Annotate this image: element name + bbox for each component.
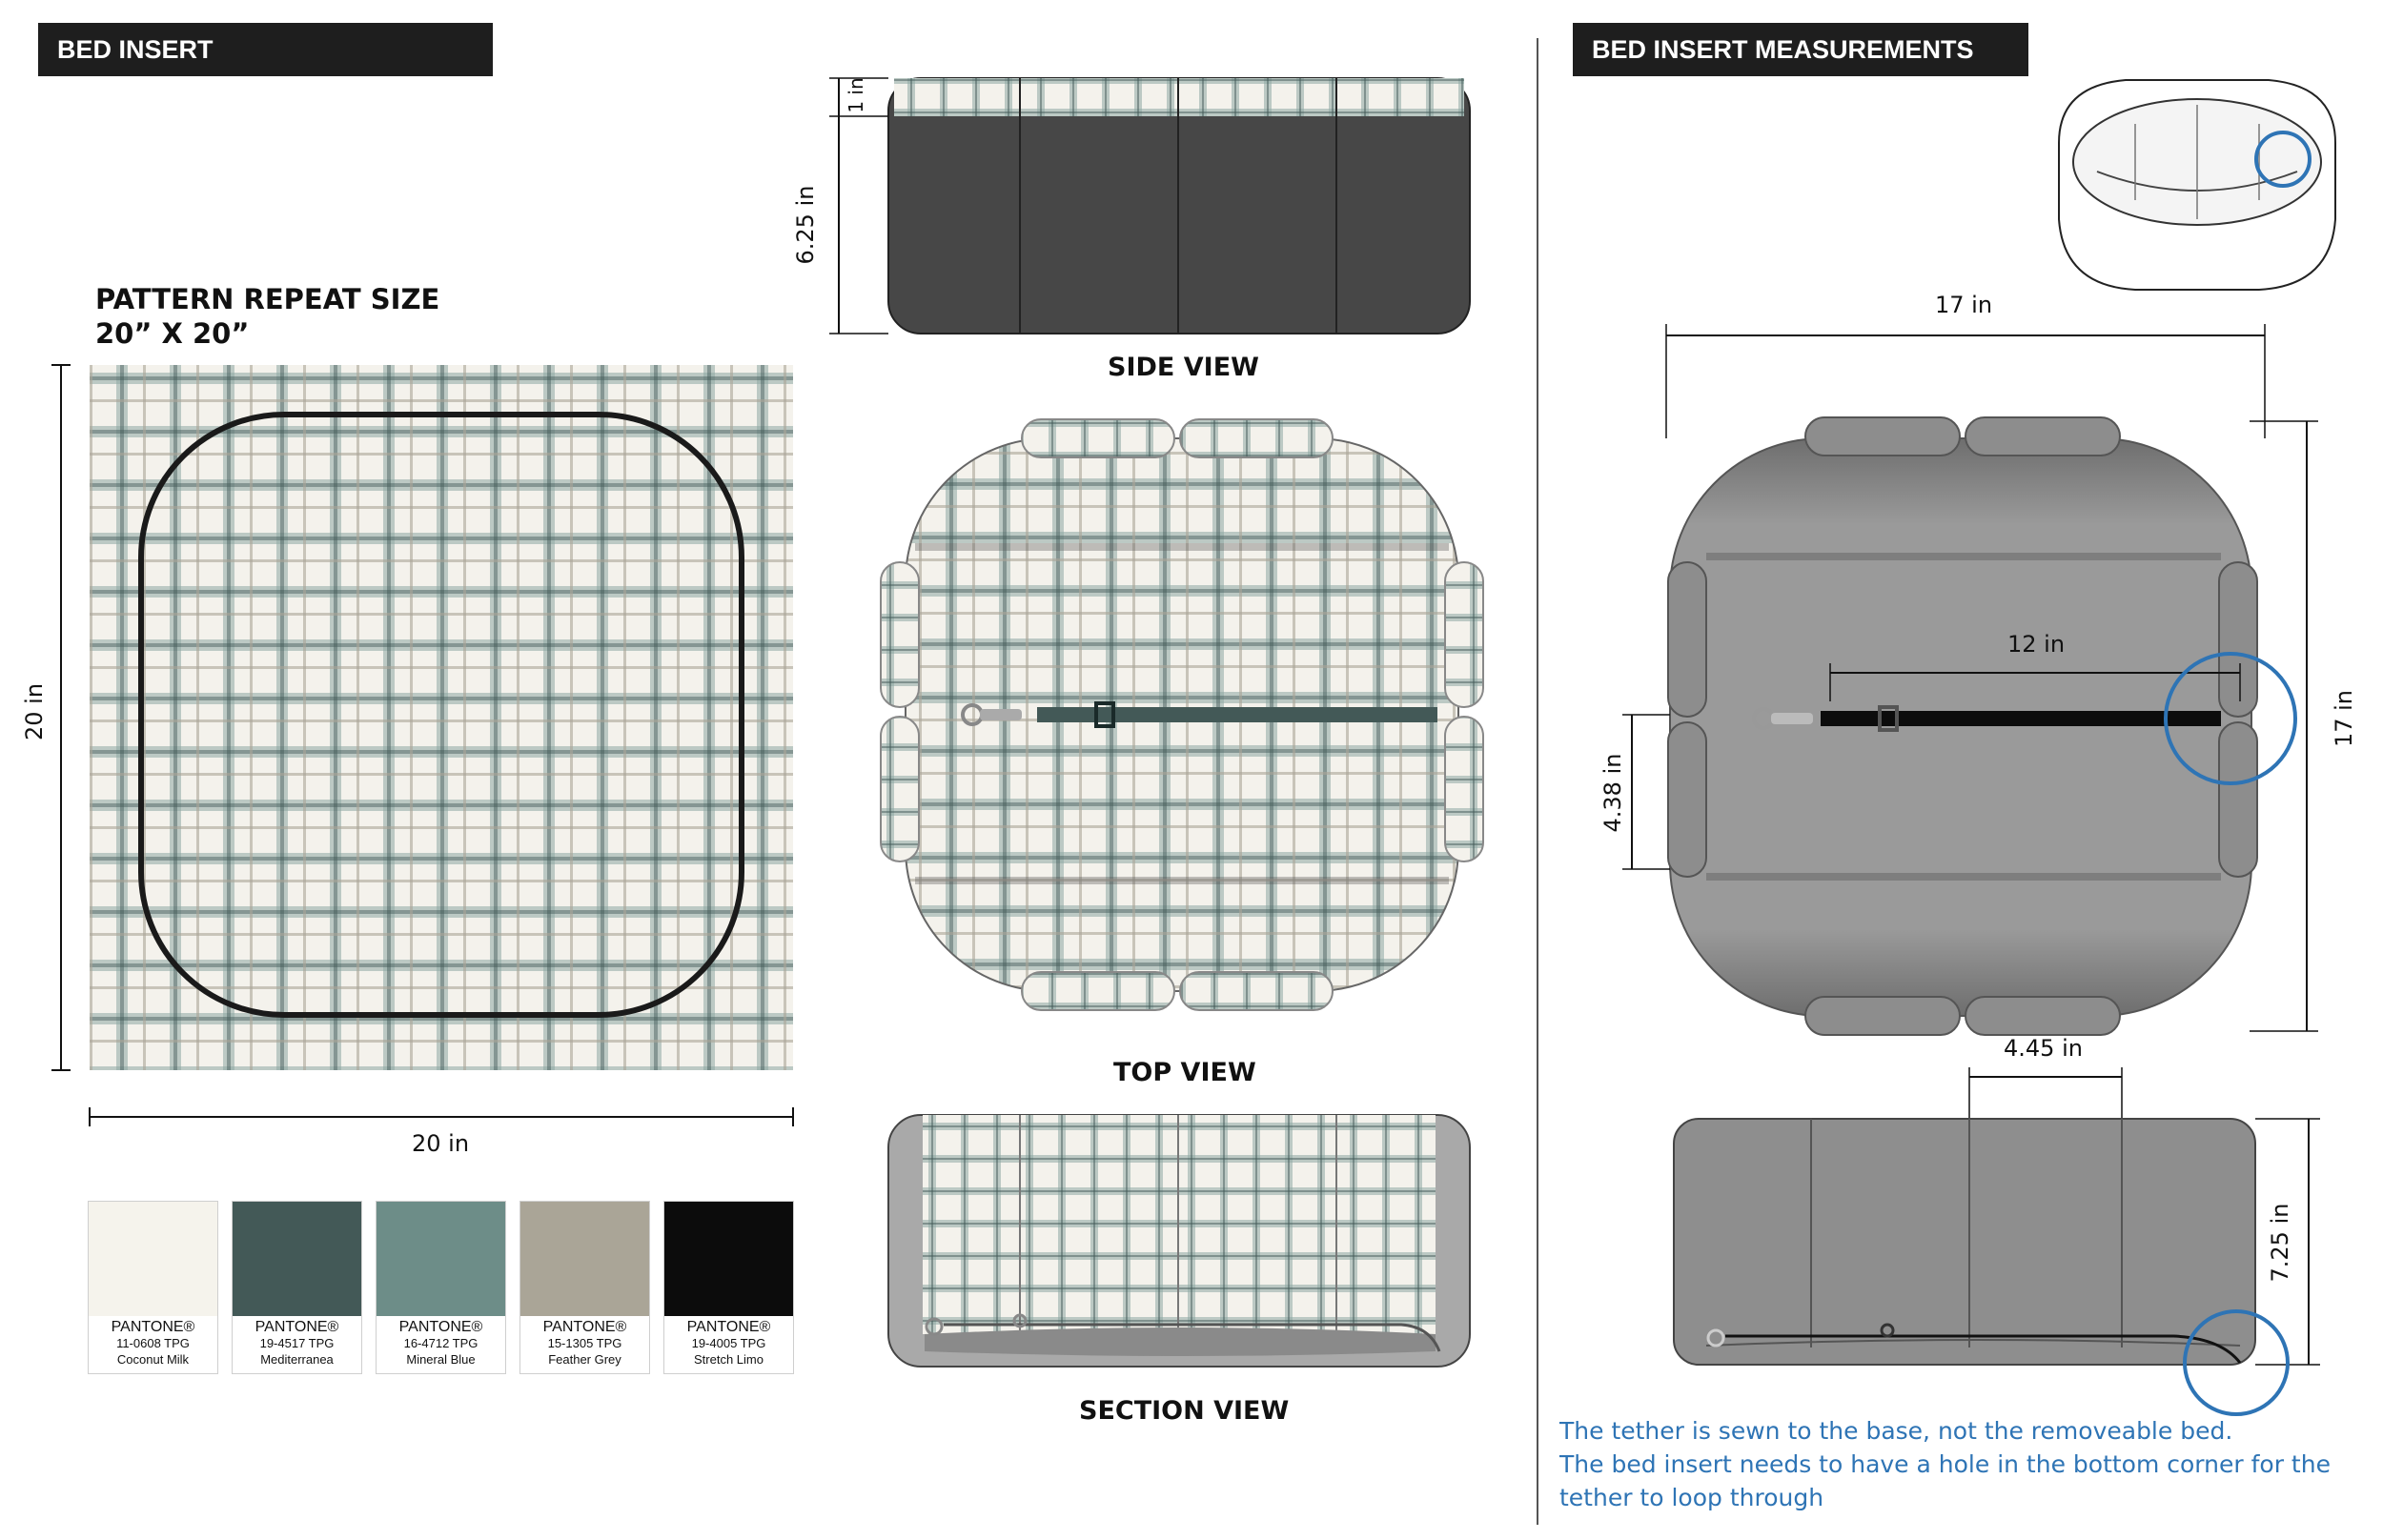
top-width-label: 17 in: [1935, 292, 1993, 318]
bed-3d-thumbnail: [2040, 67, 2354, 305]
side-dim-small-label: 1 in: [845, 77, 867, 113]
tether-note-line2: The bed insert needs to have a hole in the bottom corner for the: [1559, 1450, 2331, 1478]
section-view-label: SECTION VIEW: [1079, 1396, 1290, 1426]
measurement-section-view: [1668, 1058, 2326, 1382]
section-view-drawing: [886, 1113, 1477, 1370]
swatch-mineral-blue: [376, 1201, 506, 1374]
swatch-code: 19-4517 TPG: [259, 1336, 335, 1350]
swatch-stretch-limo: [663, 1201, 794, 1374]
pattern-repeat-title-line1: PATTERN REPEAT SIZE: [95, 283, 440, 315]
swatch-code: 19-4005 TPG: [691, 1336, 766, 1350]
right-height-label: 17 in: [2331, 689, 2357, 748]
pattern-repeat-title: [95, 282, 439, 351]
swatch-code: 11-0608 TPG: [116, 1336, 190, 1350]
bed-insert-measurements-header: BED INSERT MEASUREMENTS: [1573, 23, 2028, 76]
pattern-width-label: 20 in: [412, 1130, 470, 1157]
swatch-brand: PANTONE®: [542, 1319, 627, 1335]
swatch-brand: PANTONE®: [686, 1319, 771, 1335]
side-view-drawing: [801, 67, 1497, 353]
section-width-label: 4.45 in: [2004, 1035, 2083, 1062]
section-height-label: 7.25 in: [2267, 1203, 2293, 1283]
tether-note-line3: tether to loop through: [1559, 1484, 1824, 1511]
side-dim-height-label: 6.25 in: [792, 185, 819, 265]
swatch-label: Feather Grey: [548, 1352, 621, 1367]
swatch-chip: [233, 1202, 361, 1316]
tether-length-label: 12 in: [2007, 631, 2066, 658]
side-view-label: SIDE VIEW: [1108, 353, 1259, 382]
pattern-swatch: [90, 365, 793, 1070]
pattern-repeat-diagram: [48, 357, 810, 1129]
top-view-drawing: [877, 410, 1487, 1020]
swatch-chip: [520, 1202, 649, 1316]
left-height-label: 4.38 in: [1599, 753, 1626, 833]
pattern-repeat-title-line2: 20” X 20”: [95, 317, 250, 350]
swatch-mediterranea: [232, 1201, 362, 1374]
tether-note-line1: The tether is sewn to the base, not the removeable bed.: [1559, 1417, 2233, 1445]
swatch-feather-grey: [519, 1201, 650, 1374]
pattern-height-label: 20 in: [21, 682, 48, 740]
swatch-chip: [89, 1202, 217, 1316]
swatch-brand: PANTONE®: [255, 1319, 339, 1335]
swatch-brand: PANTONE®: [111, 1319, 195, 1335]
swatch-coconut-milk: [88, 1201, 218, 1374]
top-view-label: TOP VIEW: [1113, 1058, 1256, 1087]
swatch-label: Coconut Milk: [116, 1352, 190, 1367]
column-divider: [1537, 38, 1538, 1525]
measurement-top-view: [1620, 314, 2364, 1058]
swatch-code: 15-1305 TPG: [547, 1336, 622, 1350]
swatch-chip: [664, 1202, 793, 1316]
swatch-code: 16-4712 TPG: [403, 1336, 479, 1350]
swatch-chip: [377, 1202, 505, 1316]
swatch-label: Mineral Blue: [406, 1352, 476, 1367]
bed-insert-header: BED INSERT: [38, 23, 493, 76]
tether-note: [1559, 1414, 2331, 1514]
swatch-brand: PANTONE®: [398, 1319, 483, 1335]
swatch-label: Mediterranea: [260, 1352, 334, 1367]
swatch-label: Stretch Limo: [694, 1352, 764, 1367]
